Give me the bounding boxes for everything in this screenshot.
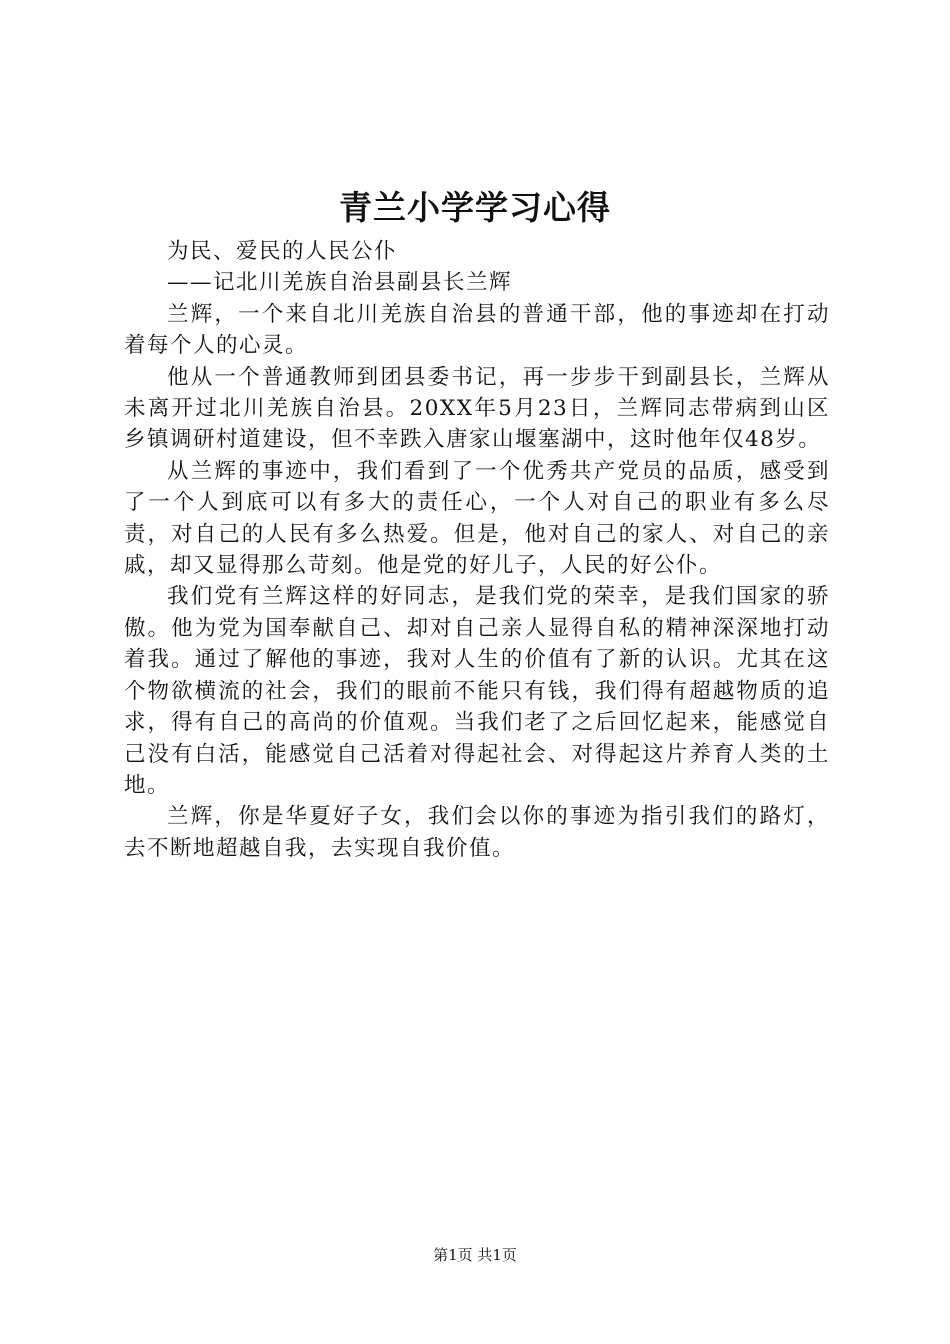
paragraph: 从兰辉的事迹中，我们看到了一个优秀共产党员的品质，感受到了一个人到底可以有多大的责任心，一个人对自己的职业有多么尽责，对自己的人民有多么热爱。但是，他对自己的家人、对自己的亲戚，却又显得那么苛刻。他是党的好儿子，人民的好公仆。 xyxy=(124,458,830,579)
paragraph: 兰辉，你是华夏好子女，我们会以你的事迹为指引我们的路灯，去不断地超越自我，去实现自我价值。 xyxy=(124,804,830,861)
paragraph: 他从一个普通教师到团县委书记，再一步步干到副县长，兰辉从未离开过北川羌族自治县。20XX年5月23日，兰辉同志带病到山区乡镇调研村道建设，但不幸跌入唐家山堰塞湖中，这时他年仅48岁。 xyxy=(124,364,830,453)
document-title: 青兰小学学习心得 xyxy=(339,188,611,227)
paragraph: 我们党有兰辉这样的好同志，是我们党的荣幸，是我们国家的骄傲。他为党为国奉献自己、却对自己亲人显得自私的精神深深地打动着我。通过了解他的事迹，我对人生的价值有了新的认识。尤其在这个物欲横流的社会，我们的眼前不能只有钱，我们得有超越物质的追求，得有自己的高尚的价值观。当我们老了之后回忆起来，能感觉自己没有白活，能感觉自己活着对得起社会、对得起这片养育人类的土地。 xyxy=(124,584,830,798)
paragraph-heading: 为民、爱民的人民公仆 xyxy=(167,239,398,264)
document-body xyxy=(124,236,830,864)
paragraph: 兰辉，一个来自北川羌族自治县的普通干部，他的事迹却在打动着每个人的心灵。 xyxy=(124,301,830,359)
paragraph-subheading: ——记北川羌族自治县副县长兰辉 xyxy=(167,270,513,296)
page-footer: 第1页 共1页 xyxy=(433,1246,517,1264)
